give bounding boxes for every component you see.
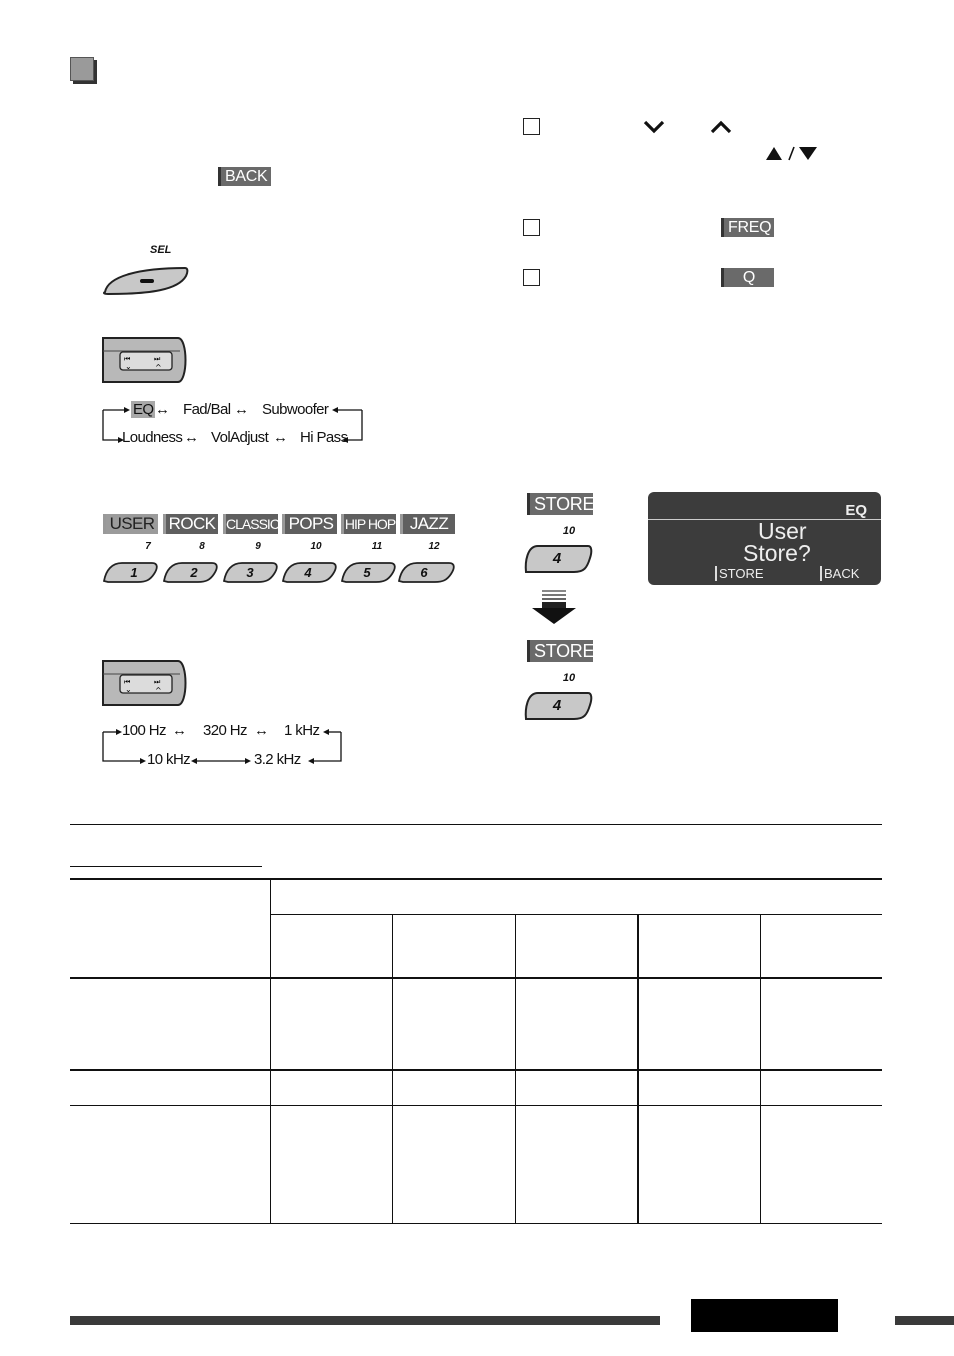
freq-100hz: 100 Hz (122, 722, 166, 739)
eq-mode-hiphop: HIP HOP (341, 514, 396, 534)
svg-text:^: ^ (155, 363, 162, 372)
svg-text:^: ^ (155, 686, 162, 695)
store-label: STORE (527, 493, 593, 515)
up-down-triangle-icon (764, 145, 820, 163)
arrow-icon: ↔ (254, 722, 269, 739)
footer-bar-right (895, 1316, 954, 1325)
svg-text:⌄: ⌄ (125, 362, 132, 371)
display-line1: User (758, 518, 807, 544)
table-column-divider (760, 914, 761, 1224)
preset-button-6[interactable]: 6 (420, 565, 428, 580)
back-button-label: BACK (218, 167, 271, 186)
preset-button-2[interactable]: 2 (190, 565, 198, 580)
arrow-icon: ↔ (184, 429, 199, 446)
svg-text:⏭: ⏭ (154, 355, 161, 363)
arrow-icon: ↔ (155, 401, 170, 418)
section-divider (70, 824, 882, 825)
freq-1khz: 1 kHz (284, 722, 320, 739)
table-column-divider (515, 914, 516, 1224)
flow-subwoofer: Subwoofer (262, 401, 329, 418)
preset-buttons-shapes (100, 560, 460, 586)
eq-mode-user: USER (103, 514, 158, 534)
alt-number: 8 (199, 541, 205, 552)
footer-page-tab (691, 1299, 838, 1332)
control-dial-icon[interactable] (100, 335, 192, 385)
freq-button-label: FREQ (721, 218, 774, 237)
alt-number: 12 (428, 541, 440, 552)
q-button-label: Q (721, 268, 774, 287)
eq-mode-jazz: JAZZ (400, 514, 455, 534)
freq-320hz: 320 Hz (203, 722, 247, 739)
preset-button-1[interactable]: 1 (130, 565, 138, 580)
table-column-divider (270, 878, 271, 1224)
freq-10khz: 10 kHz (147, 751, 191, 768)
alt-number: 11 (371, 541, 383, 552)
table-header-divider (270, 914, 882, 915)
preset-button-3[interactable]: 3 (246, 565, 254, 580)
flow-hipass: Hi Pass (300, 429, 348, 446)
footer-bar-left (70, 1316, 660, 1325)
alt-number: 10 (310, 541, 322, 552)
store-label: STORE (527, 640, 593, 662)
step-checkbox (523, 219, 540, 236)
alt-number: 10 (562, 525, 576, 537)
arrow-icon: ↔ (172, 722, 187, 739)
flow-eq: EQ (133, 401, 154, 418)
arrow-icon: ↔ (234, 401, 249, 418)
display-eq-indicator: EQ (845, 502, 867, 519)
flow-fadbal: Fad/Bal (183, 401, 231, 418)
lcd-display (648, 492, 881, 585)
alt-number: 10 (562, 672, 576, 684)
freq-3-2khz: 3.2 kHz (254, 751, 301, 768)
preset-button-5[interactable]: 5 (363, 565, 371, 580)
eq-mode-rock: ROCK (163, 514, 218, 534)
eq-mode-classic: CLASSIC (223, 514, 278, 534)
chevron-down-icon (642, 118, 668, 136)
flow-voladjust: VolAdjust (211, 429, 269, 446)
control-dial-icon[interactable] (100, 658, 192, 708)
step-checkbox (523, 269, 540, 286)
sel-label: SEL (150, 244, 172, 256)
svg-text:⌄: ⌄ (125, 685, 132, 694)
alt-number: 9 (255, 541, 261, 552)
step-checkbox (523, 118, 540, 135)
chevron-up-icon (709, 118, 735, 136)
table-column-divider (392, 914, 393, 1224)
table-column-divider (637, 914, 639, 1224)
display-line2: Store? (743, 540, 811, 566)
svg-text:⏮: ⏮ (124, 355, 131, 363)
display-soft-back: BACK (820, 566, 859, 581)
arrow-icon: ↔ (273, 429, 288, 446)
display-soft-store: STORE (715, 566, 764, 581)
svg-text:⏭: ⏭ (154, 678, 161, 686)
table-top-border (70, 878, 882, 880)
alt-number: 7 (145, 541, 151, 552)
preset-button-4[interactable]: 4 (304, 565, 312, 580)
down-arrow-icon (530, 588, 578, 626)
section-marker-icon (70, 57, 94, 81)
sel-button[interactable] (100, 262, 190, 298)
svg-text:⏮: ⏮ (124, 678, 131, 686)
eq-mode-pops: POPS (282, 514, 337, 534)
preset-button-number: 4 (552, 697, 562, 714)
preset-button-number: 4 (552, 550, 562, 567)
flow-loudness: Loudness (122, 429, 183, 446)
subheading-underline (70, 866, 262, 867)
